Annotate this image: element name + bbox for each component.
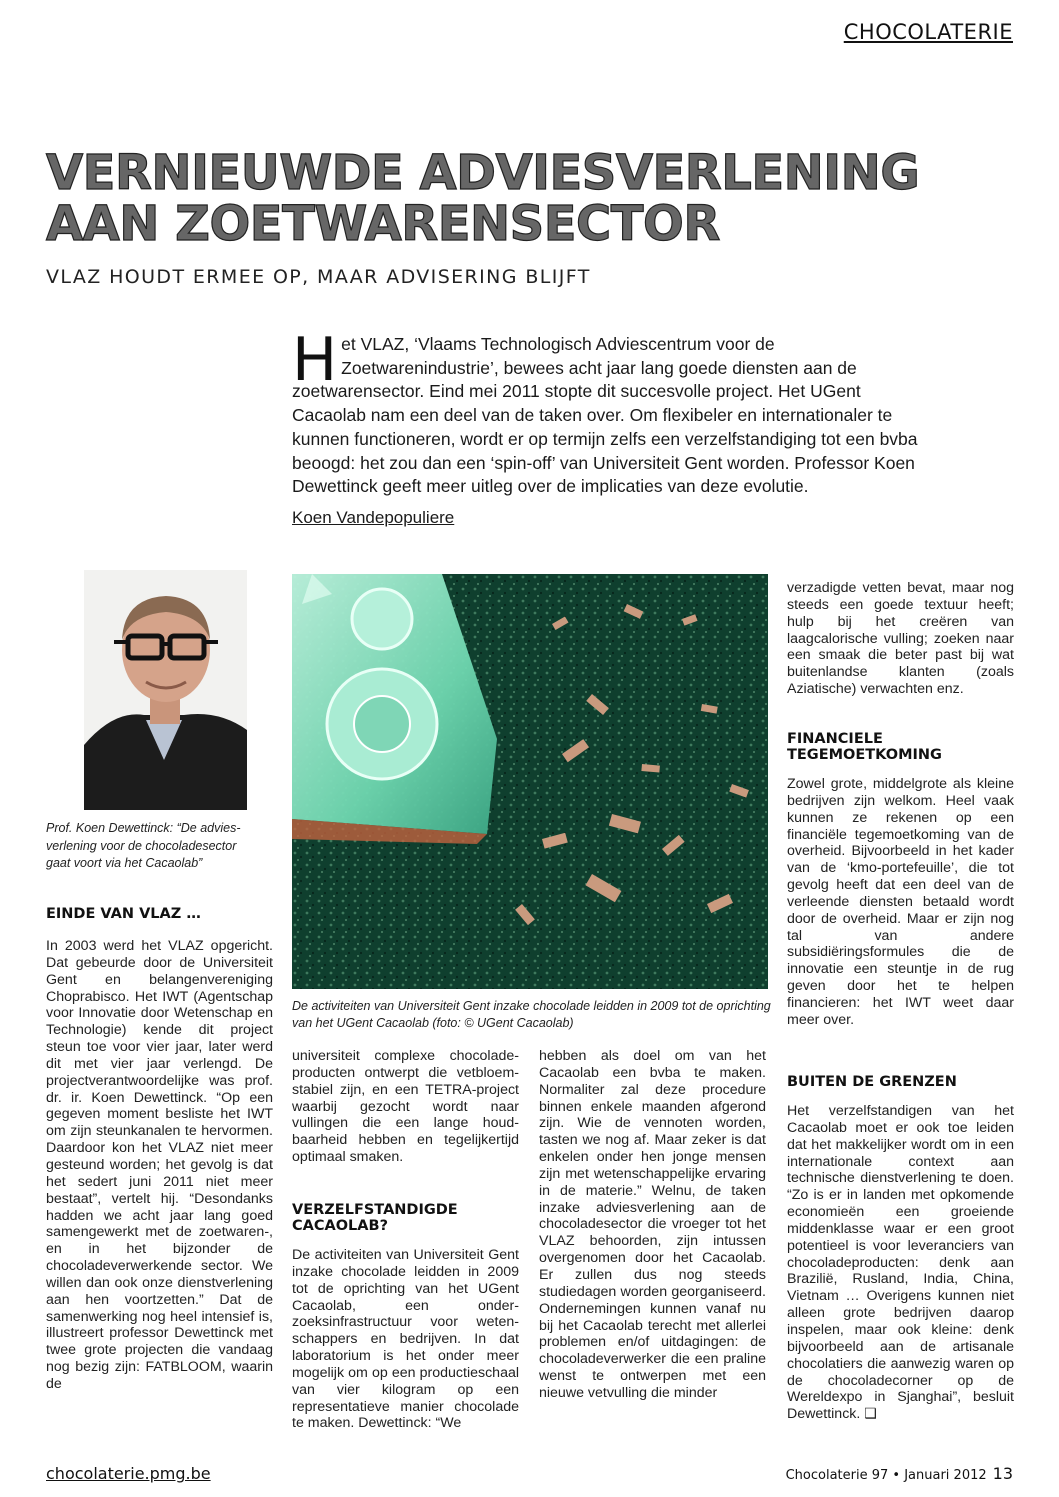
footer-issue — [786, 1464, 1013, 1483]
title-line: AAN ZOETWARENSECTOR — [46, 196, 720, 252]
end-mark-icon: ❑ — [864, 1406, 878, 1423]
col3-text: hebben als doel om van het Cacaolab een bvba te maken. Normaliter zal deze procedure binnen enkele maanden afgerond zijn. Wie de vennoten worden, tasten we nog af. Maar zeker is dat enkelen onder hen jonge mensen zijn met wetenschappelijke ervaring in de materie.” Welnu, de taken inzake adviesverlening aan de chocoladesector die vroeger tot het VLAZ behoorden, zijn intussen overgenomen door het Cacaolab. Er zullen dus nog steeds studiedagen worden georganiseerd. Ondernemingen kunnen vanaf nu bij het Cacaolab terecht met allerlei problemen en/of uitdagingen: de chocoladeverwerker die een praline wenst te ontwerpen met een nieuwe vetvulling die minder — [539, 1048, 766, 1401]
title-line: VERNIEUWDE ADVIESVERLENING — [46, 145, 920, 201]
section-tag: CHOCOLATERIE — [843, 20, 1013, 44]
footer-url[interactable]: chocolaterie.pmg.be — [46, 1464, 211, 1483]
col1-text: In 2003 werd het VLAZ opgericht. Dat gebeurde door de Universiteit Gent en belangenvereniging Choprabisco. Het IWT (Agentschap voor Innovatie door Wetenschap en Technologie) kende dit project steun toe voor vier jaar, later werd dit met vier jaar verlengd. De projectverantwoordelijke was prof. dr. ir. Koen Dewettinck. “Op een gegeven moment besliste het IWT om zijn steunkanalen te hervormen. Daardoor kon het VLAZ niet meer gesteund worden; het gevolg is dat het sedert juni 2011 niet meer bestaat”, vertelt hij. “Desondanks hadden we acht jaar lang goed samengewerkt met de zoetwaren-, en in het bijzonder de chocoladeverwerkende sector. We willen dan ook onze dienstverlening aan hen voortzetten.” Dat de samenwerking nog heel intensief is, illustreert professor Dewettinck met twee grote projecten die vandaag nog bezig zijn: FATBLOOM, waarin de — [46, 938, 273, 1392]
portrait-illustration — [84, 570, 247, 810]
col2-text-bottom: De activiteiten van Universiteit Gent inzake chocolade leidden in 2009 tot de oprichting van het UGent Cacaolab, een onderzoeksinfrastructuur voor wetenschappers en bedrijven. In dat laboratorium is het onder meer mogelijk om op een productieschaal van vier kilogram op een representatieve manier chocolade te maken. Dewettinck: “We — [292, 1247, 519, 1432]
lead-paragraph — [292, 325, 932, 499]
col1-heading: EINDE VAN VLAZ … — [46, 906, 201, 922]
drop-cap: H — [292, 325, 338, 395]
col2-heading-line: CACAOLAB? — [292, 1218, 388, 1234]
col4-heading-abroad: BUITEN DE GRENZEN — [787, 1074, 957, 1090]
col4-text-bottom — [787, 1103, 1014, 1423]
page-number: 13 — [992, 1464, 1013, 1483]
col4-text-bottom-body: Het verzelfstandigen van het Cacaolab moet er ook toe leiden dat het makkelijker wordt om in een internationale context aan technische dienstverlening te doen. “Zo is er in landen met opkomende economieën een groeiende middenklasse waar er een groot potentieel is voor leveranciers van chocoladeproducten: denk aan Brazilië, Rusland, India, China, Vietnam … Overigens kunnen niet alleen grote bedrijven daarop inspelen, maar ook kleine: denk bijvoorbeeld aan de artisanale chocolatiers die aanwezig waren op de chocoladecorner op de Wereldexpo in Sjanghai”, besluit Dewettinck. — [787, 1103, 1014, 1423]
col2-heading-line: VERZELFSTANDIGDE — [292, 1202, 458, 1218]
col2-heading — [292, 1202, 458, 1234]
chocolate-mold-illustration — [292, 574, 768, 989]
article-subtitle: VLAZ HOUDT ERMEE OP, MAAR ADVISERING BLIJFT — [46, 266, 591, 288]
col4-heading-line: TEGEMOETKOMING — [787, 747, 942, 763]
col4-heading-line: FINANCIELE — [787, 731, 883, 747]
photo-caption: De activiteiten van Universiteit Gent inzake chocolade leidden in 2009 tot de oprichting van het UGent Cacaolab (foto: © UGent Cacaolab) — [292, 999, 771, 1030]
author-byline: Koen Vandepopuliere — [292, 508, 455, 527]
lead-text: et VLAZ, ‘Vlaams Technologisch Adviescentrum voor de Zoetwarenindustrie’, bewees acht jaar lang goede diensten aan de zoetwarensector. Eind mei 2011 stopte dit succesvolle project. Het UGent Cacaolab nam een deel van de taken over. Om flexibeler en internationaler te kunnen functioneren, wordt er op termijn zelfs een verzelfstandiging tot een bvba beoogd: het zou dan een ‘spin-off’ van Universiteit Gent worden. Professor Koen Dewettinck geeft meer uitleg over de implicaties van deze evolutie. — [292, 334, 918, 497]
col4-text-middle: Zowel grote, middelgrote als kleine bedrijven zijn welkom. Heel vaak kunnen ze rekenen op een financiële tegemoetkoming van de overheid. Bijvoorbeeld in het kader van de ‘kmo-portefeuille’, die tot gevolg heeft dat een deel van de verleende diensten betaald wordt door de overheid. Maar er zijn nog tal van andere subsidiëringsformules die de innovatie een steuntje in de rug geven door het te helpen financieren: het IWT weet daar meer over. — [787, 776, 1014, 1028]
portrait-photo — [84, 570, 247, 810]
article-title — [46, 145, 920, 252]
col2-text-top: universiteit complexe chocoladeproducten ontwerpt die vetbloemstabiel zijn, en een TETRA-project waarbij gezocht wordt naar vullingen die een lange houdbaarheid hebben en tegelijkertijd optimaal smaken. — [292, 1048, 519, 1166]
col4-heading-financing — [787, 731, 942, 763]
issue-info: Chocolaterie 97 • Januari 2012 — [785, 1468, 987, 1483]
col4-text-top: verzadigde vetten bevat, maar nog steeds een goede textuur heeft; hulp bij het creëren van laagcalorische vulling; zoeken naar een smaak die beter past bij wat buitenlandse klanten (zoals Aziatische) verwachten enz. — [787, 580, 1014, 698]
chocolate-photo — [292, 574, 768, 989]
portrait-caption: Prof. Koen Dewettinck: “De adviesverlening voor de chocoladesector gaat voort via het Cacaolab” — [46, 821, 241, 870]
